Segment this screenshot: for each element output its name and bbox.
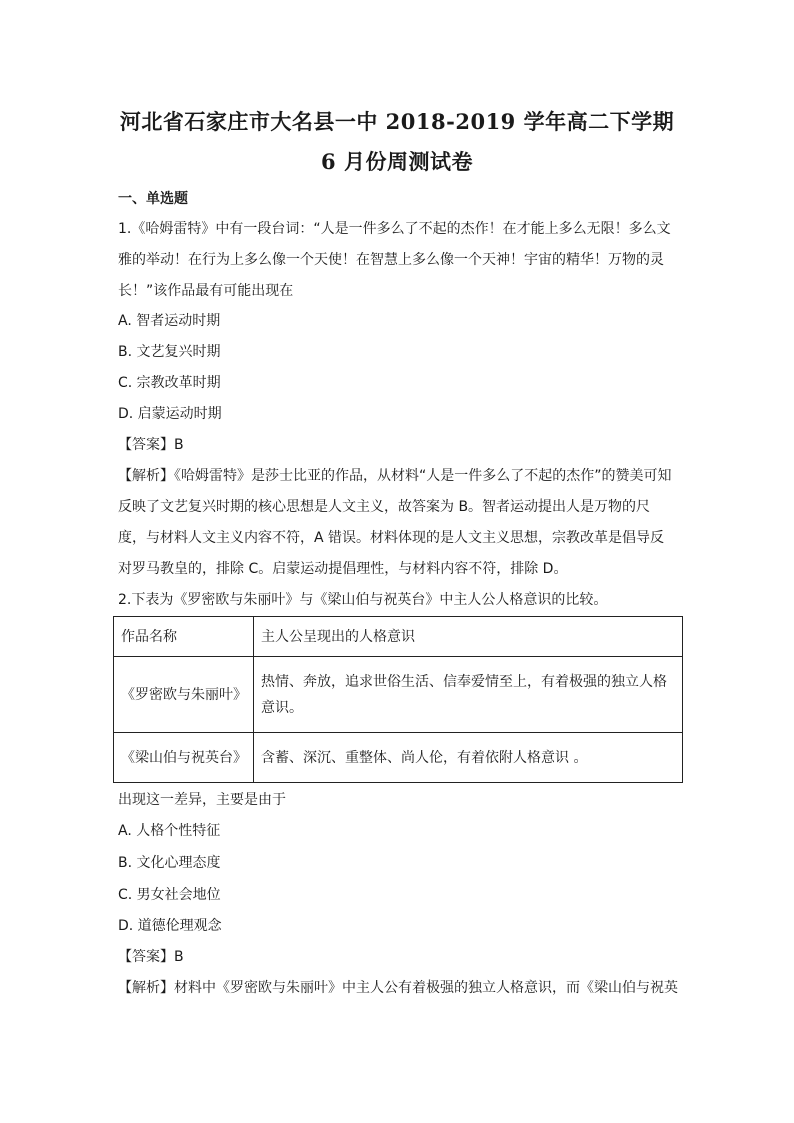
comparison-table [113,616,683,783]
q2-option-c: C. 男女社会地位 [118,887,221,903]
q1-option-d: D. 启蒙运动时期 [118,406,222,422]
table-cell: 《罗密欧与朱丽叶》 [114,657,254,733]
table-cell: 热情、奔放，追求世俗生活、信奉爱情至上，有着极强的独立人格意识。 [254,657,683,733]
q2-prompt: 出现这一差异，主要是由于 [118,792,286,808]
q2-analysis: 【解析】材料中《罗密欧与朱丽叶》中主人公有着极强的独立人格意识，而《梁山伯与祝英 [118,980,678,996]
table-header-row [114,617,683,657]
q1-analysis: 【解析】《哈姆雷特》是莎士比亚的作品，从材料“人是一件多么了不起的杰作”的赞美可知反映了文艺复兴时期的核心思想是人文主义，故答案为 B。智者运动提出人是万物的尺度，与材料人文主义内容不符，A 错误。材料体现的是人文主义思想，宗教改革是倡导反对罗马教皇的，排除 C。启蒙运动提倡理性，与材料内容不符，排除 D。 [118,468,672,577]
table-row [114,657,683,733]
q1-stem: 1.《哈姆雷特》中有一段台词：“人是一件多么了不起的杰作！在才能上多么无限！多么文雅的举动！在行为上多么像一个天使！在智慧上多么像一个天神！宇宙的精华！万物的灵长！”该作品最有可能出现在 [118,221,671,299]
q2-option-b: B. 文化心理态度 [118,855,221,871]
q2-answer: 【答案】B [118,949,184,965]
q1-answer: 【答案】B [118,437,184,453]
table-cell: 含蓄、深沉、重整体、尚人伦，有着依附人格意识 。 [254,733,683,783]
table-header-cell: 主人公呈现出的人格意识 [254,617,683,657]
table-row [114,733,683,783]
table-cell: 《梁山伯与祝英台》 [114,733,254,783]
q1-option-a: A. 智者运动时期 [118,313,221,329]
section-heading: 一、单选题 [118,191,188,207]
document-title-line2: 6 月份周测试卷 [321,149,473,174]
q2-option-d: D. 道德伦理观念 [118,918,222,934]
q2-stem: 2.下表为《罗密欧与朱丽叶》与《梁山伯与祝英台》中主人公人格意识的比较。 [118,592,608,608]
q2-option-a: A. 人格个性特征 [118,823,221,839]
table-header-cell: 作品名称 [114,617,254,657]
q1-option-c: C. 宗教改革时期 [118,375,221,391]
document-title-line1: 河北省石家庄市大名县一中 2018-2019 学年高二下学期 [119,109,675,134]
q1-option-b: B. 文艺复兴时期 [118,344,221,360]
